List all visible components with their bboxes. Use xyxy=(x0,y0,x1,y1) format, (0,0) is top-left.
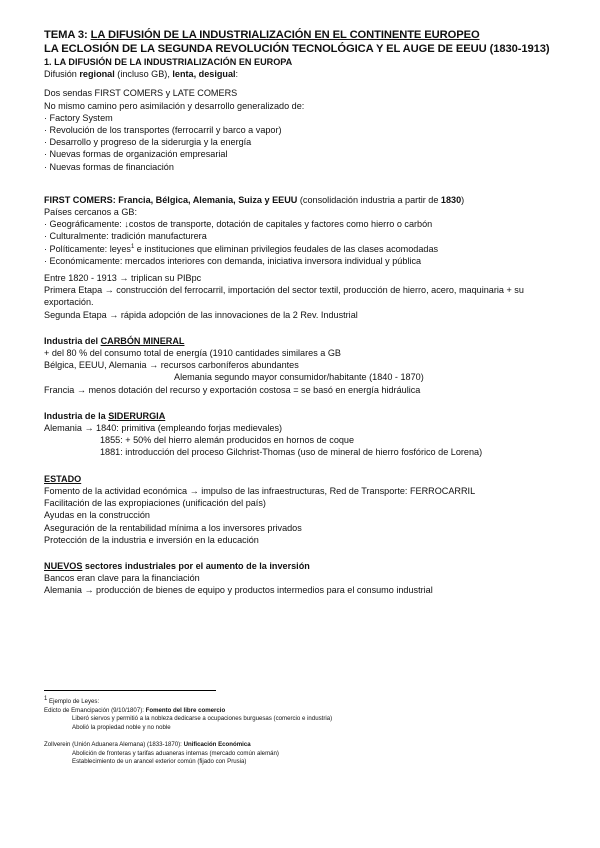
list-item: · Económicamente: mercados interiores con demanda, iniciativa inversora individual y pública xyxy=(44,255,422,266)
footnotes xyxy=(44,695,564,767)
list-item: · Nuevas formas de organización empresarial xyxy=(44,149,228,160)
carbon-heading: Industria del CARBÓN MINERAL xyxy=(44,335,185,346)
section-heading: 1. LA DIFUSIÓN DE LA INDUSTRIALIZACIÓN EN EUROPA xyxy=(44,57,293,67)
list-item: · Geográficamente: ↓costos de transporte, dotación de capitales y factores como hierro o carbón xyxy=(44,219,433,230)
list-item: · Desarrollo y progreso de la siderurgia y la energía xyxy=(44,137,252,148)
footnote-title: $^1$ Ejemplo de Leyes: xyxy=(44,695,100,705)
siderurgia-line: 1855: + 50% del hierro alemán producidos en hornos de coque xyxy=(100,435,355,446)
footnote-separator xyxy=(44,690,216,691)
siderurgia-line: 1881: introducción del proceso Gilchrist-Thomas (uso de mineral de hierro fosfórico de Lorena) xyxy=(100,447,483,458)
nuevos-line: Bancos eran clave para la financiación xyxy=(44,573,200,584)
carbon-line: + del 80 % del consumo total de energía (1910 cantidades similares a GB xyxy=(44,348,341,359)
siderurgia-line: Alemania → 1840: primitiva (empleando forjas medievales) xyxy=(44,423,283,434)
estado-line: Aseguración de la rentabilidad mínima a los inversores privados xyxy=(44,522,302,533)
topic-subtitle: LA ECLOSIÓN DE LA SEGUNDA REVOLUCIÓN TECNOLÓGICA Y EL AUGE DE EEUU (1830-1913) xyxy=(44,43,550,55)
carbon-line: Bélgica, EEUU, Alemania → recursos carboníferos abundantes xyxy=(44,360,299,371)
footnote-line: Abolió la propiedad noble y no noble xyxy=(72,724,171,732)
nuevos-line: Alemania → producción de bienes de equipo y productos intermedios para el consumo industrial xyxy=(44,585,433,596)
cercanos-line: Países cercanos a GB: xyxy=(44,207,138,218)
footnote-zollverein: Zollverein (Unión Aduanera Alemana) (1833-1870): Unificación Económica xyxy=(44,740,251,748)
footnote-line: Establecimiento de un arancel exterior común (fijado con Prusia) xyxy=(72,758,247,766)
document-body xyxy=(44,28,564,597)
footnote-ref: 1 xyxy=(130,243,135,250)
estado-line: Protección de la industria e inversión en la educación xyxy=(44,534,259,545)
estado-heading: ESTADO xyxy=(44,473,82,484)
carbon-line: Alemania segundo mayor consumidor/habitante (1840 - 1870) xyxy=(174,372,424,383)
first-comers-heading: FIRST COMERS: Francia, Bélgica, Alemania, Suiza y EEUU (consolidación industria a partir de 1830) xyxy=(44,194,465,205)
topic-title-main: LA DIFUSIÓN DE LA INDUSTRIALIZACIÓN EN EL CONTINENTE EUROPEO xyxy=(90,29,480,41)
difusion-line: Difusión regional (incluso GB), lenta, desigual: xyxy=(44,69,239,80)
footnote-line: Liberó siervos y permitió a la nobleza dedicarse a ocupaciones burguesas (comercio e industria) xyxy=(72,715,333,723)
estado-line: Facilitación de las expropiaciones (unificación del país) xyxy=(44,498,266,509)
estado-line: Fomento de la actividad económica → impulso de las infraestructuras, Red de Transporte: FERROCARRIL xyxy=(44,485,476,496)
list-item: · Nuevas formas de financiación xyxy=(44,161,174,172)
segunda-etapa: Segunda Etapa → rápida adopción de las innovaciones de la 2 Rev. Industrial xyxy=(44,309,358,320)
list-item: · Políticamente: leyes$^1$ e instituciones que eliminan privilegios feudales de las clases acomodadas xyxy=(44,243,439,254)
topic-title: TEMA 3: LA DIFUSIÓN DE LA INDUSTRIALIZACIÓN EN EL CONTINENTE EUROPEO xyxy=(44,29,480,41)
sendas-line: Dos sendas FIRST COMERS y LATE COMERS xyxy=(44,88,238,99)
primera-etapa: Primera Etapa → construcción del ferrocarril, importación del sector textil, producción de hierro, acero, maquinaria + su exportación. xyxy=(44,285,524,308)
camino-line: No mismo camino pero asimilación y desarrollo generalizado de: xyxy=(44,100,305,111)
list-item: · Factory System xyxy=(44,112,113,123)
entre-line: Entre 1820 - 1913 → triplican su PIBpc xyxy=(44,273,202,284)
carbon-line: Francia → menos dotación del recurso y exportación costosa = se basó en energía hidráulica xyxy=(44,384,421,395)
estado-line: Ayudas en la construcción xyxy=(44,510,150,521)
footnote-line: Abolición de fronteras y tarifas aduaneras internas (mercado común alemán) xyxy=(72,749,279,757)
footnote-edicto: Edicto de Emancipación (9/10/1807): Fomento del libre comercio xyxy=(44,706,226,714)
list-item: · Revolución de los transportes (ferrocarril y barco a vapor) xyxy=(44,125,282,136)
list-item: · Culturalmente: tradición manufacturera xyxy=(44,231,207,242)
siderurgia-heading: Industria de la SIDERURGIA xyxy=(44,410,166,421)
nuevos-heading: NUEVOS sectores industriales por el aumento de la inversión xyxy=(44,560,310,571)
